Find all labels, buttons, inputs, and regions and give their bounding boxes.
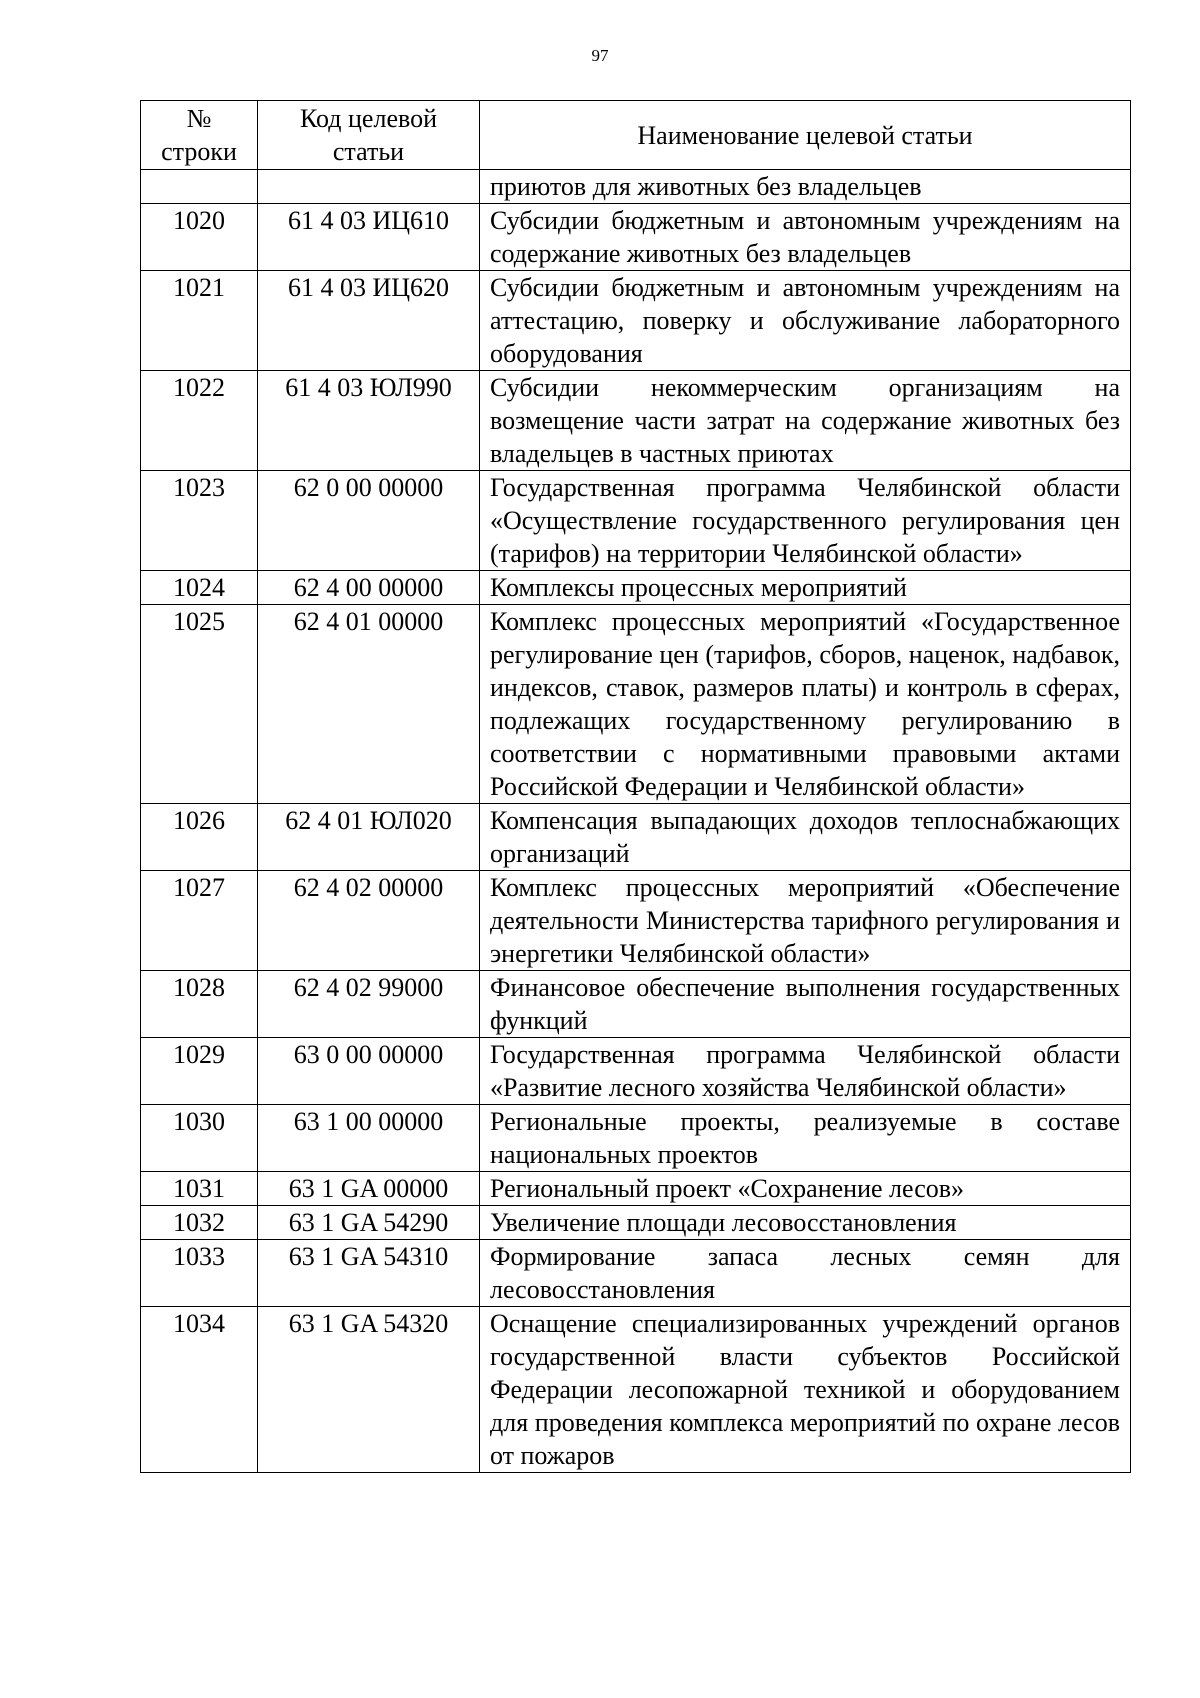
- table-row: [141, 1307, 1131, 1473]
- article-name: Финансовое обеспечение выполнения государственных функций: [480, 971, 1131, 1038]
- row-number: 1024: [141, 571, 258, 605]
- article-name: Формирование запаса лесных семян для лесовосстановления: [480, 1240, 1131, 1307]
- article-code: 62 4 00 00000: [258, 571, 480, 605]
- row-number: 1030: [141, 1105, 258, 1172]
- header-code: Код целевой статьи: [258, 101, 480, 170]
- article-code: 61 4 03 ЮЛ990: [258, 371, 480, 471]
- table-row: [141, 371, 1131, 471]
- row-number: 1021: [141, 271, 258, 371]
- header-row-number: № строки: [141, 101, 258, 170]
- article-name: Субсидии бюджетным и автономным учреждениям на содержание животных без владельцев: [480, 204, 1131, 271]
- table-row: [141, 871, 1131, 971]
- article-name: Оснащение специализированных учреждений органов государственной власти субъектов Российской Федерации лесопожарной техникой и оборудованием для проведения комплекса мероприятий по охране лесов от пожаров: [480, 1307, 1131, 1473]
- row-number: 1025: [141, 605, 258, 804]
- article-code: 62 4 02 99000: [258, 971, 480, 1038]
- table-body: [141, 170, 1131, 1473]
- article-name: Региональные проекты, реализуемые в составе национальных проектов: [480, 1105, 1131, 1172]
- table-row: [141, 605, 1131, 804]
- article-code: 63 0 00 00000: [258, 1038, 480, 1105]
- row-number: [141, 170, 258, 204]
- row-number: 1028: [141, 971, 258, 1038]
- header-row: [141, 101, 1131, 170]
- article-name: Комплекс процессных мероприятий «Государственное регулирование цен (тарифов, сборов, наценок, надбавок, индексов, ставок, размеров платы) и контроль в сферах, подлежащих государственному регулированию в соответствии с нормативными правовыми актами Российской Федерации и Челябинской области»: [480, 605, 1131, 804]
- table-row: [141, 1206, 1131, 1240]
- row-number: 1026: [141, 804, 258, 871]
- row-number: 1032: [141, 1206, 258, 1240]
- row-number: 1027: [141, 871, 258, 971]
- table-header: [141, 101, 1131, 170]
- article-name: Комплекс процессных мероприятий «Обеспечение деятельности Министерства тарифного регулирования и энергетики Челябинской области»: [480, 871, 1131, 971]
- row-number: 1031: [141, 1172, 258, 1206]
- article-name: Региональный проект «Сохранение лесов»: [480, 1172, 1131, 1206]
- article-code: 62 0 00 00000: [258, 471, 480, 571]
- article-code: 62 4 01 ЮЛ020: [258, 804, 480, 871]
- article-name: Субсидии бюджетным и автономным учреждениям на аттестацию, поверку и обслуживание лабораторного оборудования: [480, 271, 1131, 371]
- article-code: 63 1 00 00000: [258, 1105, 480, 1172]
- table-row: [141, 1172, 1131, 1206]
- table-row: [141, 271, 1131, 371]
- article-code: 61 4 03 ИЦ620: [258, 271, 480, 371]
- header-name: Наименование целевой статьи: [480, 101, 1131, 170]
- article-name: приютов для животных без владельцев: [480, 170, 1131, 204]
- row-number: 1033: [141, 1240, 258, 1307]
- page-number: 97: [591, 46, 609, 65]
- table-row: [141, 1240, 1131, 1307]
- article-name: Государственная программа Челябинской области «Развитие лесного хозяйства Челябинской области»: [480, 1038, 1131, 1105]
- article-code: [258, 170, 480, 204]
- table-row: [141, 971, 1131, 1038]
- table-row: [141, 204, 1131, 271]
- article-code: 62 4 02 00000: [258, 871, 480, 971]
- row-number: 1022: [141, 371, 258, 471]
- row-number: 1029: [141, 1038, 258, 1105]
- target-articles-table: [140, 100, 1131, 1473]
- table-row: [141, 170, 1131, 204]
- article-name: Комплексы процессных мероприятий: [480, 571, 1131, 605]
- row-number: 1020: [141, 204, 258, 271]
- article-name: Увеличение площади лесовосстановления: [480, 1206, 1131, 1240]
- article-code: 63 1 GA 54320: [258, 1307, 480, 1473]
- article-code: 61 4 03 ИЦ610: [258, 204, 480, 271]
- article-code: 62 4 01 00000: [258, 605, 480, 804]
- table-row: [141, 804, 1131, 871]
- table-row: [141, 471, 1131, 571]
- article-name: Компенсация выпадающих доходов теплоснабжающих организаций: [480, 804, 1131, 871]
- table-row: [141, 571, 1131, 605]
- article-code: 63 1 GA 00000: [258, 1172, 480, 1206]
- row-number: 1023: [141, 471, 258, 571]
- article-code: 63 1 GA 54290: [258, 1206, 480, 1240]
- row-number: 1034: [141, 1307, 258, 1473]
- article-name: Субсидии некоммерческим организациям на возмещение части затрат на содержание животных без владельцев в частных приютах: [480, 371, 1131, 471]
- article-code: 63 1 GA 54310: [258, 1240, 480, 1307]
- article-name: Государственная программа Челябинской области «Осуществление государственного регулирования цен (тарифов) на территории Челябинской области»: [480, 471, 1131, 571]
- table-row: [141, 1038, 1131, 1105]
- table-row: [141, 1105, 1131, 1172]
